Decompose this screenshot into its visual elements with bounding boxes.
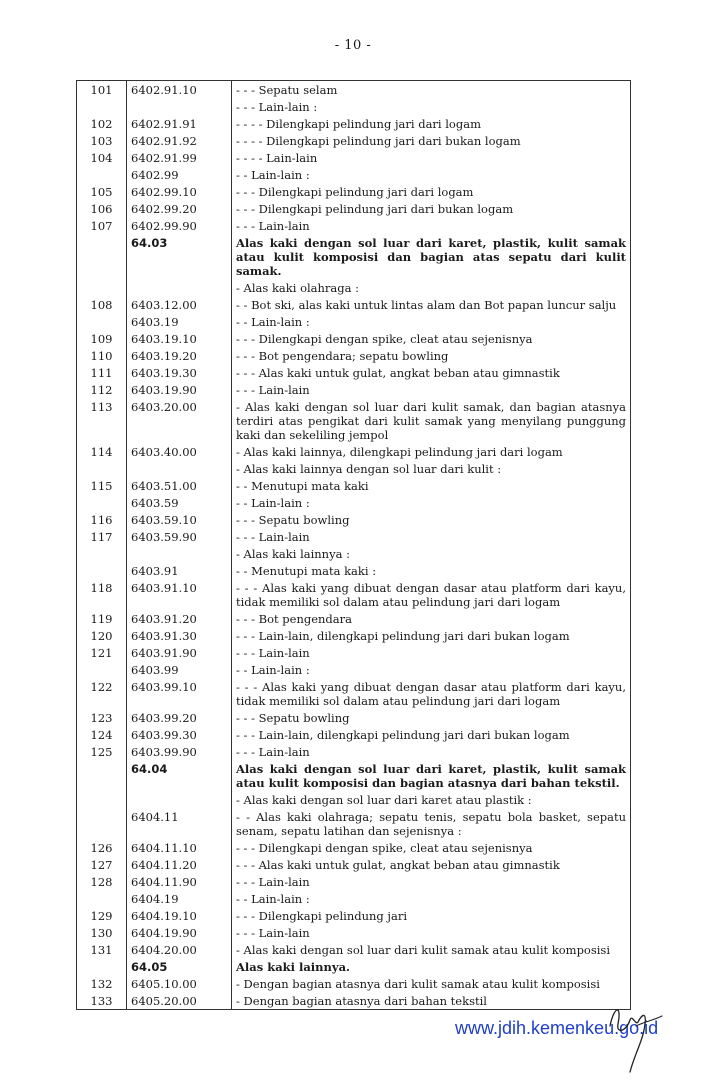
hs-code-cell: 6402.99.90 [127, 217, 232, 234]
row-number-cell: 120 [77, 627, 127, 644]
page-number: - 10 - [334, 38, 372, 53]
table-heading-row [77, 760, 631, 791]
row-number-cell: 110 [77, 347, 127, 364]
table-row [77, 528, 631, 545]
description-cell: - - - Alas kaki untuk gulat, angkat beban atau gimnastik [232, 856, 631, 873]
table-row [77, 460, 631, 477]
row-number-cell: 122 [77, 678, 127, 709]
hs-code-cell: 6402.91.10 [127, 81, 232, 99]
row-number-cell: 131 [77, 941, 127, 958]
description-cell: - - - Sepatu bowling [232, 511, 631, 528]
description-cell: - - - Bot pengendara [232, 610, 631, 627]
hs-code-cell: 6403.19.30 [127, 364, 232, 381]
hs-code-cell: 6403.59.90 [127, 528, 232, 545]
table-row [77, 217, 631, 234]
tariff-table-body [77, 81, 631, 1010]
row-number-cell [77, 313, 127, 330]
table-row [77, 115, 631, 132]
hs-code-cell: 6403.59.10 [127, 511, 232, 528]
hs-code-cell: 6405.20.00 [127, 992, 232, 1010]
row-number-cell [77, 166, 127, 183]
row-number-cell: 119 [77, 610, 127, 627]
hs-code-cell: 6403.99.30 [127, 726, 232, 743]
table-row [77, 477, 631, 494]
table-row [77, 494, 631, 511]
description-cell: - - - Dilengkapi pelindung jari dari logam [232, 183, 631, 200]
row-number-cell: 109 [77, 330, 127, 347]
hs-code-cell [127, 279, 232, 296]
table-row [77, 709, 631, 726]
row-number-cell [77, 958, 127, 975]
description-cell: - Alas kaki olahraga : [232, 279, 631, 296]
hs-code-cell: 6403.91.30 [127, 627, 232, 644]
row-number-cell: 127 [77, 856, 127, 873]
row-number-cell [77, 791, 127, 808]
hs-code-cell: 6404.19.90 [127, 924, 232, 941]
table-row [77, 398, 631, 443]
hs-code-cell: 6403.19.90 [127, 381, 232, 398]
description-cell: - Alas kaki lainnya, dilengkapi pelindung jari dari logam [232, 443, 631, 460]
table-row [77, 661, 631, 678]
description-cell: - - - Lain-lain [232, 217, 631, 234]
table-row [77, 791, 631, 808]
description-cell: - - - Lain-lain [232, 743, 631, 760]
description-cell: - - - Lain-lain : [232, 98, 631, 115]
description-cell: - - Alas kaki olahraga; sepatu tenis, sepatu bola basket, sepatu senam, sepatu latihan dan sejenisnya : [232, 808, 631, 839]
row-number-cell: 114 [77, 443, 127, 460]
row-number-cell: 128 [77, 873, 127, 890]
description-cell: - - - - Lain-lain [232, 149, 631, 166]
table-row [77, 579, 631, 610]
description-cell: - - Lain-lain : [232, 494, 631, 511]
description-cell: - - - Alas kaki yang dibuat dengan dasar atau platform dari kayu, tidak memiliki sol dalam atau pelindung jari dari logam [232, 579, 631, 610]
hs-code-cell: 6402.91.92 [127, 132, 232, 149]
table-row [77, 98, 631, 115]
row-number-cell: 118 [77, 579, 127, 610]
row-number-cell: 126 [77, 839, 127, 856]
row-number-cell: 103 [77, 132, 127, 149]
hs-code-cell: 6403.91.20 [127, 610, 232, 627]
hs-code-cell: 6403.99.90 [127, 743, 232, 760]
table-row [77, 296, 631, 313]
table-row [77, 279, 631, 296]
jdih-website-link[interactable]: www.jdih.kemenkeu.go.id [455, 1018, 659, 1038]
row-number-cell [77, 234, 127, 279]
description-cell: - - Lain-lain : [232, 166, 631, 183]
row-number-cell: 116 [77, 511, 127, 528]
description-cell: - Alas kaki lainnya : [232, 545, 631, 562]
hs-code-cell: 6404.11 [127, 808, 232, 839]
description-cell: - - - Lain-lain, dilengkapi pelindung jari dari bukan logam [232, 726, 631, 743]
table-row [77, 873, 631, 890]
description-cell: - - - Dilengkapi dengan spike, cleat atau sejenisnya [232, 839, 631, 856]
hs-code-cell: 6404.11.90 [127, 873, 232, 890]
row-number-cell: 129 [77, 907, 127, 924]
row-number-cell: 123 [77, 709, 127, 726]
row-number-cell [77, 562, 127, 579]
description-cell: - - - Lain-lain [232, 528, 631, 545]
row-number-cell: 117 [77, 528, 127, 545]
table-row [77, 347, 631, 364]
table-row [77, 726, 631, 743]
description-cell: Alas kaki dengan sol luar dari karet, plastik, kulit samak atau kulit komposisi dan bagian atasnya dari bahan tekstil. [232, 760, 631, 791]
row-number-cell: 111 [77, 364, 127, 381]
hs-code-cell: 6403.19 [127, 313, 232, 330]
description-cell: - - - Lain-lain [232, 644, 631, 661]
description-cell: - - Lain-lain : [232, 313, 631, 330]
hs-code-cell: 6402.99.10 [127, 183, 232, 200]
hs-code-cell: 6402.99.20 [127, 200, 232, 217]
table-row [77, 81, 631, 99]
table-row [77, 149, 631, 166]
table-row [77, 924, 631, 941]
hs-code-cell [127, 791, 232, 808]
table-row [77, 511, 631, 528]
hs-code-cell: 64.04 [127, 760, 232, 791]
row-number-cell: 124 [77, 726, 127, 743]
row-number-cell: 108 [77, 296, 127, 313]
table-row [77, 907, 631, 924]
description-cell: - Alas kaki dengan sol luar dari karet atau plastik : [232, 791, 631, 808]
table-row [77, 627, 631, 644]
table-heading-row [77, 234, 631, 279]
table-row [77, 992, 631, 1010]
description-cell: - - - Lain-lain [232, 924, 631, 941]
hs-code-cell: 64.05 [127, 958, 232, 975]
description-cell: - - - Sepatu selam [232, 81, 631, 99]
row-number-cell: 107 [77, 217, 127, 234]
table-row [77, 856, 631, 873]
description-cell: - Dengan bagian atasnya dari kulit samak atau kulit komposisi [232, 975, 631, 992]
hs-code-cell: 6404.11.10 [127, 839, 232, 856]
table-row [77, 562, 631, 579]
hs-code-cell: 6402.91.91 [127, 115, 232, 132]
description-cell: Alas kaki lainnya. [232, 958, 631, 975]
description-cell: - - Lain-lain : [232, 661, 631, 678]
hs-code-cell [127, 460, 232, 477]
table-row [77, 975, 631, 992]
row-number-cell: 133 [77, 992, 127, 1010]
table-heading-row [77, 958, 631, 975]
hs-code-cell: 6403.19.20 [127, 347, 232, 364]
hs-code-cell: 6404.19 [127, 890, 232, 907]
description-cell: - Alas kaki dengan sol luar dari kulit samak atau kulit komposisi [232, 941, 631, 958]
description-cell: - Alas kaki dengan sol luar dari kulit samak, dan bagian atasnya terdiri atas pengikat dari kulit samak yang menyilang punggung kaki dan sekeliling jempol [232, 398, 631, 443]
table-row [77, 364, 631, 381]
description-cell: - - - Lain-lain [232, 381, 631, 398]
row-number-cell: 125 [77, 743, 127, 760]
table-row [77, 132, 631, 149]
table-row [77, 330, 631, 347]
table-row [77, 443, 631, 460]
table-row [77, 808, 631, 839]
description-cell: - - - Sepatu bowling [232, 709, 631, 726]
tariff-table [76, 80, 631, 1010]
row-number-cell: 115 [77, 477, 127, 494]
hs-code-cell: 6403.99.20 [127, 709, 232, 726]
hs-code-cell: 6403.19.10 [127, 330, 232, 347]
hs-code-cell: 64.03 [127, 234, 232, 279]
row-number-cell: 106 [77, 200, 127, 217]
description-cell: - - - Dilengkapi pelindung jari [232, 907, 631, 924]
table-row [77, 941, 631, 958]
table-row [77, 678, 631, 709]
description-cell: - Dengan bagian atasnya dari bahan tekstil [232, 992, 631, 1010]
hs-code-cell: 6402.99 [127, 166, 232, 183]
description-cell: - - - Lain-lain [232, 873, 631, 890]
row-number-cell [77, 279, 127, 296]
description-cell: - - - - Dilengkapi pelindung jari dari logam [232, 115, 631, 132]
row-number-cell [77, 808, 127, 839]
description-cell: - - - Lain-lain, dilengkapi pelindung jari dari bukan logam [232, 627, 631, 644]
row-number-cell [77, 460, 127, 477]
description-cell: - Alas kaki lainnya dengan sol luar dari kulit : [232, 460, 631, 477]
table-row [77, 644, 631, 661]
row-number-cell [77, 98, 127, 115]
table-row [77, 610, 631, 627]
row-number-cell: 112 [77, 381, 127, 398]
hs-code-cell: 6403.20.00 [127, 398, 232, 443]
description-cell: - - Lain-lain : [232, 890, 631, 907]
description-cell: - - Menutupi mata kaki : [232, 562, 631, 579]
hs-code-cell: 6404.19.10 [127, 907, 232, 924]
description-cell: - - Bot ski, alas kaki untuk lintas alam dan Bot papan luncur salju [232, 296, 631, 313]
description-cell: - - Menutupi mata kaki [232, 477, 631, 494]
hs-code-cell: 6404.20.00 [127, 941, 232, 958]
hs-code-cell: 6403.59 [127, 494, 232, 511]
table-row [77, 313, 631, 330]
row-number-cell [77, 760, 127, 791]
table-row [77, 743, 631, 760]
hs-code-cell: 6403.99 [127, 661, 232, 678]
row-number-cell: 104 [77, 149, 127, 166]
row-number-cell: 132 [77, 975, 127, 992]
row-number-cell: 101 [77, 81, 127, 99]
hs-code-cell: 6403.51.00 [127, 477, 232, 494]
row-number-cell: 105 [77, 183, 127, 200]
table-row [77, 890, 631, 907]
table-row [77, 381, 631, 398]
hs-code-cell: 6403.91.90 [127, 644, 232, 661]
hs-code-cell [127, 545, 232, 562]
description-cell: - - - Alas kaki yang dibuat dengan dasar atau platform dari kayu, tidak memiliki sol dalam atau pelindung jari dari logam [232, 678, 631, 709]
row-number-cell [77, 545, 127, 562]
table-row [77, 183, 631, 200]
row-number-cell: 102 [77, 115, 127, 132]
row-number-cell: 121 [77, 644, 127, 661]
hs-code-cell: 6403.91.10 [127, 579, 232, 610]
signature-icon [600, 996, 670, 1076]
table-row [77, 545, 631, 562]
hs-code-cell: 6404.11.20 [127, 856, 232, 873]
hs-code-cell: 6403.99.10 [127, 678, 232, 709]
hs-code-cell [127, 98, 232, 115]
table-row [77, 839, 631, 856]
description-cell: - - - Dilengkapi pelindung jari dari bukan logam [232, 200, 631, 217]
description-cell: - - - Alas kaki untuk gulat, angkat beban atau gimnastik [232, 364, 631, 381]
row-number-cell [77, 661, 127, 678]
hs-code-cell: 6402.91.99 [127, 149, 232, 166]
row-number-cell [77, 890, 127, 907]
table-row [77, 200, 631, 217]
row-number-cell [77, 494, 127, 511]
hs-code-cell: 6405.10.00 [127, 975, 232, 992]
description-cell: Alas kaki dengan sol luar dari karet, plastik, kulit samak atau kulit komposisi dan bagian atas sepatu dari kulit samak. [232, 234, 631, 279]
description-cell: - - - Bot pengendara; sepatu bowling [232, 347, 631, 364]
description-cell: - - - Dilengkapi dengan spike, cleat atau sejenisnya [232, 330, 631, 347]
row-number-cell: 130 [77, 924, 127, 941]
description-cell: - - - - Dilengkapi pelindung jari dari bukan logam [232, 132, 631, 149]
hs-code-cell: 6403.40.00 [127, 443, 232, 460]
hs-code-cell: 6403.91 [127, 562, 232, 579]
row-number-cell: 113 [77, 398, 127, 443]
table-row [77, 166, 631, 183]
hs-code-cell: 6403.12.00 [127, 296, 232, 313]
